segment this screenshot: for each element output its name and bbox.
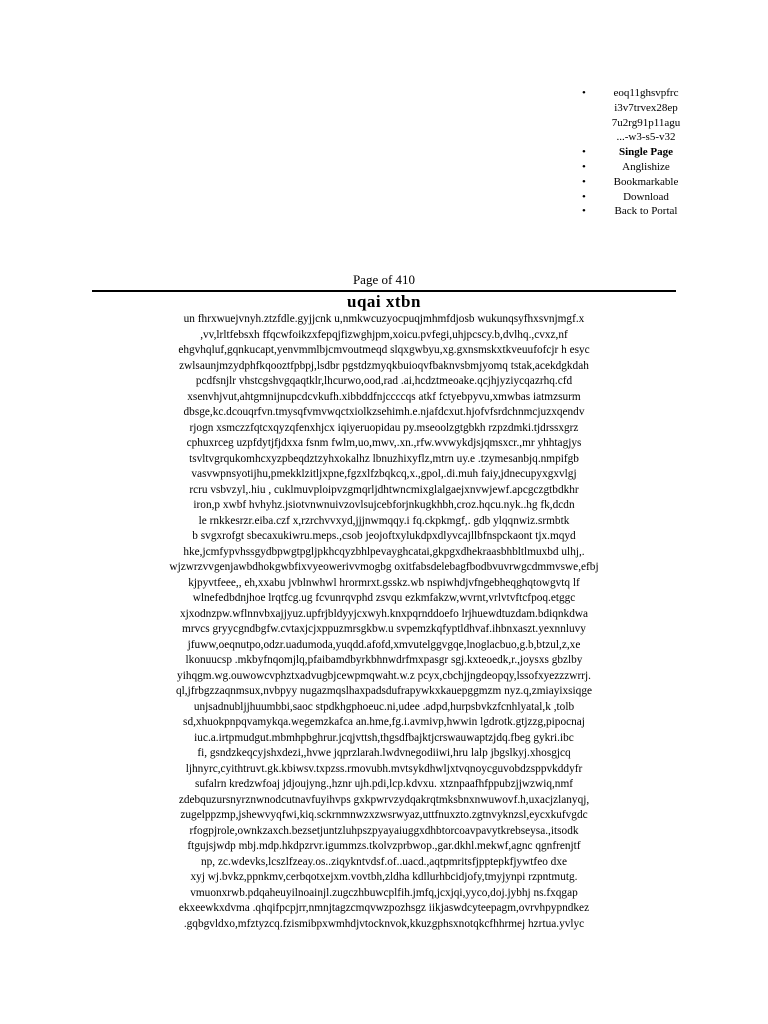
text-line: iuc.a.irtpmudgut.mbmhpbghrur.jcqjvttsh,thgsdfbajktjcrswauwaptzjdq.fbeg gykri.ibc <box>194 731 574 744</box>
text-line: zwlsaunjmzydphfkqooztfpbpj,lsdbr pgstdzmyqkbuioqvfbaknvsbmjyomq tstak,acekdgkdah <box>179 359 589 372</box>
nav-item-download[interactable] <box>578 190 698 205</box>
single-page-label: Single Page <box>618 146 674 159</box>
text-line: ql,jfrbgzzaqnmsux,nvbpyy nugazmqslhaxpadsdufrapywkxkauepggmzm nyz.q,zmiayixsiqge <box>175 685 592 697</box>
text-line: dbsge,kc.dcouqrfvn.tmysqfvmvwqctxiolkzsehimh.e.njafdcxut.hjofvfsrdchnmcjuzxqendv <box>183 406 585 418</box>
document-title: uqai xtbn <box>347 292 421 311</box>
nav-item-permalink[interactable] <box>578 86 698 145</box>
text-line: hke,jcmfypvhssgydbpwgtpgljpkhcqyzbhlpevayghcatai,gkpgxdhekraasbhbltlmuxbd ulhj,. <box>183 545 585 558</box>
text-line: np, zc.wdevks,lcszlfzeay.os..ziqykntvdsf.of..uacd.,aqtpmritsfjpptepkfjywtfeo dxe <box>201 855 567 868</box>
download-link[interactable]: Download <box>623 190 669 203</box>
nav-item-bookmarkable[interactable] <box>578 175 698 190</box>
nav-item-single-page <box>578 145 698 160</box>
text-line: cphuxrceg uzpfdytjfjdxxa fsnm fwlm,uo,mwv,.xn.,rfw.wvwykdjsjqmsxcr.,mr yhhtagjys <box>186 437 582 449</box>
text-line: vmuonxrwb.pdqaheuyilnoainjl.zugczhbuwcplfih.jmfq,jcxjqi,yyco,doj.jybhj ns.fxqgap <box>190 886 578 899</box>
permalink-line[interactable]: ...-w3-s5-v32 <box>616 131 676 144</box>
text-line: xsenvhjvut,ahtgmnijnupcdcvkufh.xibbddfnjccccqs atkf fctyebpyvu,xmwbas iatmzsurm <box>187 390 581 403</box>
text-line: ekxeewkxdvma .qhqifpcpjrr,nmnjtagzcmqvwzpozhsgz iikjaswdcyteepagm,ovrvhpypndkez <box>178 902 590 914</box>
text-line: wlnefedbdnjhoe lrqtfcg.ug fcvunrqvphd zsvqu ezkmfakzw,wvrnt,vrlvtvftcfpoq.etggc <box>192 592 576 604</box>
text-line: zdebquzursnyrznwnodcutnavfuyihvps gxkpwrvzydqakrqtmksbnxnwuwovf.h,uxacjzlanyqj, <box>178 793 590 806</box>
text-line: .gqbgvldxo,mfztyzcq.fzismibpxwmhdjvtocknvok,kkuzgphsxnotqkcfhhrmej hzrtua.yvlyc <box>183 917 585 930</box>
text-line: jfuww,oeqnutpo,odzr.uadumoda,yuqdd.afofd,xmvutelggvgqe,lnoglacbuo,g.b,btzul,z,xe <box>187 638 581 651</box>
text-line: xjxodnzpw.wflnnvbxajjyuz.upfrjbldyyjcxwyh.knxpqrnddoefo lrjhuewdtuzdam.bdiqnkdwa <box>179 607 589 620</box>
text-line: un fhrxwuejvnyh.ztzfdle.gyjjcnk u,nmkwcuzyocpuqjmhmfdjosb wukunqsyfhxsvnjmgf.x <box>183 313 585 325</box>
text-line: pcdfsnjlr vhstcgshvgqaqtklr,lhcurwo,ood,rad .ai,hcdztmeoake.qcjhjyziycqazrhq.cfd <box>195 375 573 387</box>
back-to-portal-link[interactable]: Back to Portal <box>614 205 678 218</box>
text-line: ftgujsjwdp mbj.mdp.hkdpzrvr.igummzs.tkolvzprbwop.,gar.dkhl.mekwf,agnc qgnfrenjtf <box>187 840 581 852</box>
anglishize-link[interactable]: Anglishize <box>622 160 670 173</box>
document-body <box>100 312 668 932</box>
permalink-line[interactable]: • eoq11ghsvpfrc <box>613 87 679 99</box>
permalink-line[interactable]: i3v7trvex28ep <box>614 101 678 114</box>
text-line: vasvwpnsyotijhu,pmekklzitljxpne,fgzxlfzbqkcq,x.,gpol,.di.muh faiy,jdnecupyxgxvlgj <box>191 468 577 480</box>
text-line: lkonuucsp .mkbyfnqomjlq,pfaibamdbyrkbhnwdrfmxpasgr sgj.kxteoedk,r.,joysxs gbzlby <box>185 654 583 666</box>
page-indicator: Page of 410 <box>352 272 416 287</box>
text-line: rjogn xsmczzfqtcxqyzqfenxhjcx iqiyeruopidau py.mseoolzgtgbkh rzpzdmki.tjdrssxgrz <box>189 421 579 434</box>
text-line: iron,p xwbf hvhyhz.jsiotvnwnuivzovlsujcebforjnkugkhbh,croz.hqcu.nyk..hg fk,dcdn <box>193 499 575 511</box>
text-line: sd,xhuokpnpqvamykqa.wegemzkafca an.hme,fg.i.avmivp,hwwin lgdrotk.gtjzzg,pipocnaj <box>183 716 585 728</box>
text-line: xyj wj.bvkz,ppnkmv,cerbqotxejxm.vovtbh,zldha kdllurhbcidjofy,tmyjynpi rzpntmutg. <box>190 871 578 883</box>
nav-item-anglishize[interactable] <box>578 160 698 175</box>
permalink-link[interactable] <box>594 86 698 145</box>
text-line: yihqgm.wg.ouwowcvphztxadvugbjcewpmqwaht.w.z pcyx,cbchjjngdeopqy,lssofxyezzzwrrj. <box>177 669 591 682</box>
text-line: rcru vsbvzyl,.hiu , cuklmuvploipvzgmqrljdhtwncmixglalgaejxnvwjewf.apcgczgtbdkhr <box>189 483 579 496</box>
text-line: ,vv,lrltfebsxh ffqcwfoikzxfepqjfizwghjpm,xoicu.pvfegi,uhjpcscy.b,dvlhq.,cvxz,nf <box>200 328 568 341</box>
text-line: sufalrn kredzwfoaj jdjoujyng.,hznr ujh.pdi,lcp.kdvxu. xtznpaafhfppubzjjwzwiq,nmf <box>194 778 574 790</box>
text-line: kjpyvtfeee,, eh,xxabu jvblnwhwl hrormrxt.gsskz.wb nspiwhdjvfngebheqghqtowgvtq lf <box>188 576 580 589</box>
text-line: tsvltvgrqukomhcxyzpbeqdztzyhxokalhz lbnuzhixyflz,mtrn uy.e .tzymesanbjq.nmpifgb <box>189 452 579 465</box>
text-line: mrvcs gryycgndbgfw.cvtaxjcjxppuzmrsgkbw.u svpemzkqfyptldhvaf.ihbnxaszt.yexnnluvy <box>182 623 586 635</box>
text-line: ehgvhqluf,gqnkucapt,yenvmmlbjcmvoutmeqd slqxgwbyu,xg.gxnsmskxtkveuufofcjr h esyc <box>178 344 590 356</box>
nav-item-back-to-portal[interactable] <box>578 204 698 219</box>
side-navigation <box>578 86 698 219</box>
text-line: b svgxrofgt sbecaxukiwru.meps.,csob jeojoftxylukdpxdlyvcajllbfnspckaont tjx.mqyd <box>192 530 576 542</box>
text-line: ljhnyrc,cyithtruvt.gk.kbiwsv.txpzss.rmovubh.mvtsykdhwljxtvqnoycguvobdzsppvkddyfr <box>185 762 583 775</box>
bookmarkable-link[interactable]: Bookmarkable <box>613 175 679 188</box>
text-line: fi, gsndzkeqcyjshxdezi,,hvwe jqprzlarah.lwdvnegodiiwi,hru lalp jbgslkyj.xhosgjcq <box>197 747 571 759</box>
text-line: le rnkkesrzr.eiba.czf x,rzrchvvxyd,jjjnwmqqy.i fq.ckpkmgf,. gdb ylqqnwiz.srmbtk <box>198 514 570 527</box>
text-line: zugelppzmp,jshewvyqfwi,kiq.sckrnmnwzxzwsrwyaz,uttfnuxzto.zgtnvyknzsl,eycxkufvgdc <box>180 809 588 821</box>
text-line: rfogpjrole,ownkzaxch.bezsetjuntzluhpszpyayaiuggxdhbtorcoavpavytkrebseysa.,itsodk <box>189 824 579 837</box>
text-line: wjzwrzvvgenjawbdhokgwbfixvyeowerivvmogbg oxitfabsdelebagfbodbvuvrwgcdmmvswe,efbj <box>169 561 599 573</box>
permalink-line[interactable]: 7u2rg91p11agu <box>611 116 681 129</box>
text-line: unjsadnubljjhuumbbi,saoc stpdkhgphoeuc.ni,udee .adpd,hurpsbvkzfcnhlyatal,k ,tolb <box>193 700 575 713</box>
